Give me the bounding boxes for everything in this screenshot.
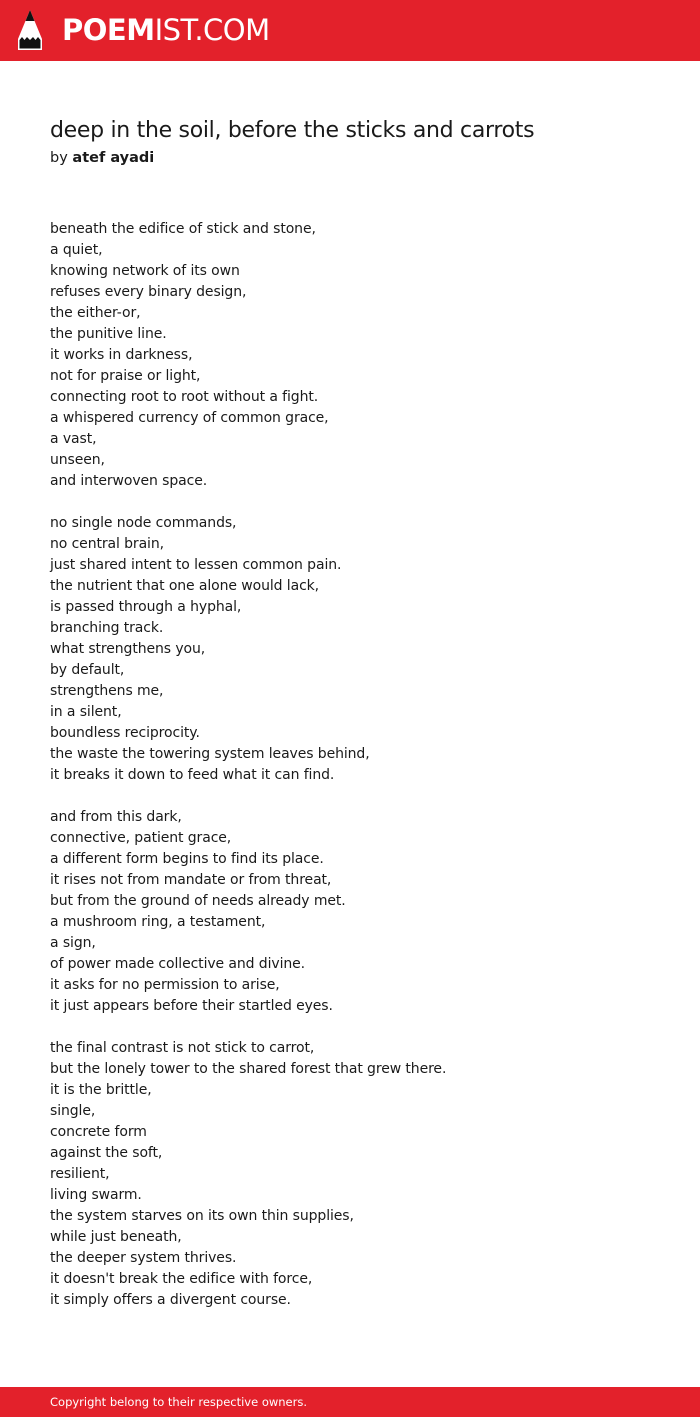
poem-line: a different form begins to find its place. (50, 851, 324, 867)
poem-line: just shared intent to lessen common pain. (50, 557, 342, 573)
pencil-tip-icon[interactable] (17, 9, 43, 51)
poem-line: but the lonely tower to the shared forest that grew there. (50, 1061, 447, 1077)
author-name: atef ayadi (72, 150, 155, 166)
poem-line: the nutrient that one alone would lack, (50, 578, 320, 594)
poem-line: the waste the towering system leaves behind, (50, 746, 370, 762)
poem-line: the final contrast is not stick to carrot, (50, 1040, 315, 1056)
poem-line: but from the ground of needs already met. (50, 893, 346, 909)
poem-line: the either-or, (50, 305, 141, 321)
poem-line: knowing network of its own (50, 263, 240, 279)
poem-line: resilient, (50, 1166, 110, 1182)
poem-line: it breaks it down to feed what it can find. (50, 767, 335, 783)
poem-line: the system starves on its own thin supplies, (50, 1208, 354, 1224)
byline (50, 148, 154, 168)
poem-line: it asks for no permission to arise, (50, 977, 280, 993)
poem-line: connecting root to root without a fight. (50, 389, 319, 405)
poem-line: connective, patient grace, (50, 830, 232, 846)
poem-line: what strengthens you, (50, 641, 206, 657)
poem-line: the punitive line. (50, 326, 167, 342)
poem-line: a quiet, (50, 242, 103, 258)
poem-line: it simply offers a divergent course. (50, 1292, 291, 1308)
poem-line: of power made collective and divine. (50, 956, 305, 972)
poem-line: it just appears before their startled eyes. (50, 998, 333, 1014)
poem-line: by default, (50, 662, 125, 678)
poem-title: deep in the soil, before the sticks and carrots (50, 118, 535, 143)
poem-line: a whispered currency of common grace, (50, 410, 329, 426)
poem-line: strengthens me, (50, 683, 164, 699)
poem-line: not for praise or light, (50, 368, 201, 384)
poem-line: it doesn't break the edifice with force, (50, 1271, 313, 1287)
poem-line: it rises not from mandate or from threat, (50, 872, 332, 888)
poem-line: it works in darkness, (50, 347, 193, 363)
poem-line: in a silent, (50, 704, 122, 720)
poem-stanza (50, 807, 670, 1017)
copyright-text: Copyright belong to their respective owners. (50, 1395, 308, 1409)
logo-bold-text: POEM (62, 13, 155, 47)
poem-line: living swarm. (50, 1187, 142, 1203)
poem-body (50, 219, 670, 1332)
poem-line: and interwoven space. (50, 473, 208, 489)
poem-line: against the soft, (50, 1145, 163, 1161)
by-label: by (50, 150, 68, 166)
poem-line: while just beneath, (50, 1229, 182, 1245)
poem-line: a vast, (50, 431, 97, 447)
poem-line: and from this dark, (50, 809, 182, 825)
poem-line: refuses every binary design, (50, 284, 247, 300)
poem-stanza (50, 513, 670, 786)
poem-line: a sign, (50, 935, 96, 951)
poem-line: it is the brittle, (50, 1082, 152, 1098)
poem-line: single, (50, 1103, 96, 1119)
poem-line: the deeper system thrives. (50, 1250, 237, 1266)
poem-stanza (50, 219, 670, 492)
poem-line: unseen, (50, 452, 105, 468)
poem-line: no single node commands, (50, 515, 237, 531)
site-logo[interactable] (62, 12, 270, 48)
poem-line: branching track. (50, 620, 164, 636)
poem-line: a mushroom ring, a testament, (50, 914, 266, 930)
poem-line: is passed through a hyphal, (50, 599, 242, 615)
site-footer (0, 1387, 700, 1417)
site-header (0, 0, 700, 61)
poem-line: concrete form (50, 1124, 147, 1140)
logo-light-text: IST.COM (154, 13, 270, 47)
poem-line: beneath the edifice of stick and stone, (50, 221, 316, 237)
poem-line: boundless reciprocity. (50, 725, 200, 741)
poem-stanza (50, 1038, 670, 1311)
poem-line: no central brain, (50, 536, 164, 552)
